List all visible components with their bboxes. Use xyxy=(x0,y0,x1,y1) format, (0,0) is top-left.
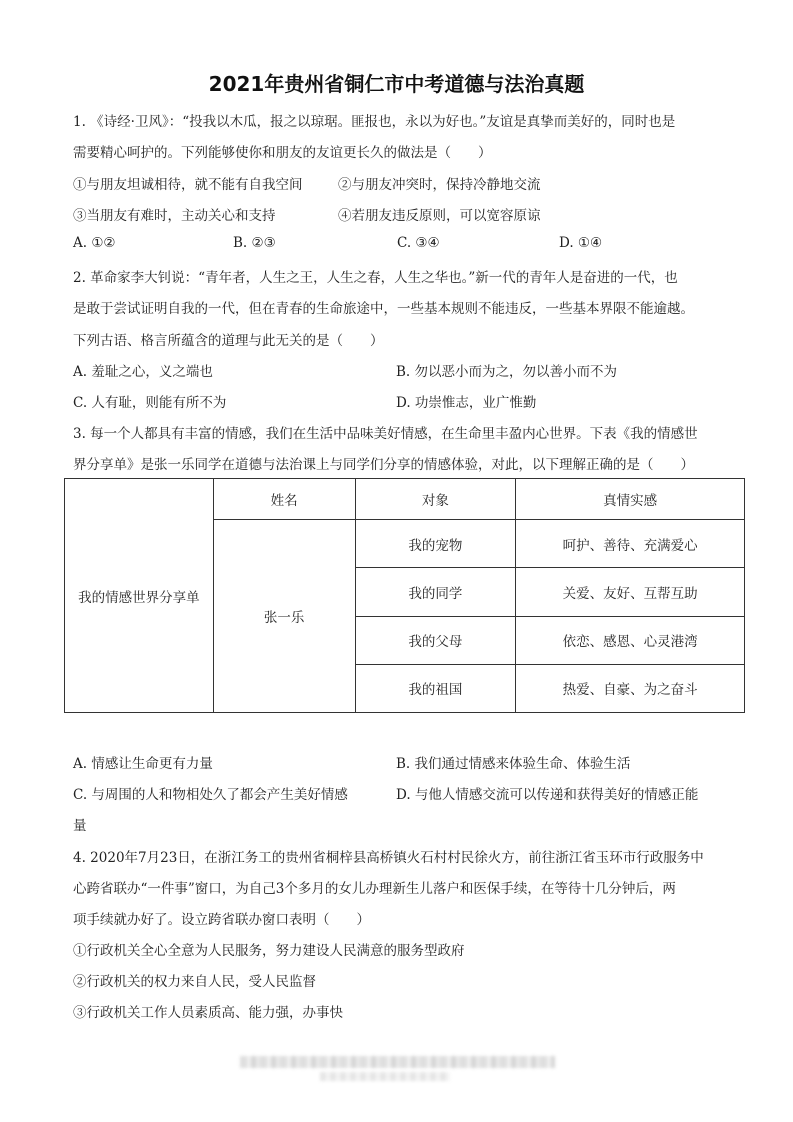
q3-option-c: C. 与周围的人和物相处久了都会产生美好情感 xyxy=(73,787,348,803)
q1-option-d: D. ①④ xyxy=(559,235,603,251)
q3-option-b: B. 我们通过情感来体验生命、体验生活 xyxy=(396,756,631,772)
student-name-cell: 张一乐 xyxy=(213,520,355,713)
q1-option-a: A. ①② xyxy=(73,235,116,251)
q1-statement-2: ②与朋友冲突时，保持冷静地交流 xyxy=(338,177,541,193)
q3-option-a: A. 情感让生命更有力量 xyxy=(73,756,213,772)
q2-option-c: C. 人有耻，则能有所不为 xyxy=(73,395,227,411)
q3-option-d-continued: 量 xyxy=(73,818,87,834)
emotion-share-table xyxy=(64,478,745,713)
blurred-footer-watermark-line2 xyxy=(320,1072,450,1081)
q3-option-d: D. 与他人情感交流可以传递和获得美好的情感正能 xyxy=(396,787,699,803)
q1-statement-3: ③当朋友有难时，主动关心和支持 xyxy=(73,208,276,224)
q1-option-c: C. ③④ xyxy=(397,235,440,251)
table-label-cell: 我的情感世界分享单 xyxy=(65,479,214,713)
table-row-target: 我的祖国 xyxy=(355,664,516,712)
table-row-target: 我的父母 xyxy=(355,616,516,664)
q2-option-d: D. 功崇惟志，业广惟勤 xyxy=(396,395,537,411)
q4-stem-line1: 4. 2020年7月23日，在浙江务工的贵州省桐梓县高桥镇火石村村民徐火方，前往浙江省玉环市行政服务中 xyxy=(73,850,704,866)
q2-option-a: A. 羞耻之心，义之端也 xyxy=(73,364,213,380)
header-feeling: 真情实感 xyxy=(516,479,745,520)
q4-statement-2: ②行政机关的权力来自人民，受人民监督 xyxy=(73,974,316,990)
table-row-feeling: 依恋、感恩、心灵港湾 xyxy=(516,616,745,664)
q3-stem-line2: 界分享单》是张一乐同学在道德与法治课上与同学们分享的情感体验，对此，以下理解正确的是（ ） xyxy=(73,457,694,473)
q2-stem-line3: 下列古语、格言所蕴含的道理与此无关的是（ ） xyxy=(73,333,384,349)
table-row-target: 我的宠物 xyxy=(355,520,516,568)
table-row-feeling: 关爱、友好、互帮互助 xyxy=(516,568,745,616)
q2-stem-line1: 2. 革命家李大钊说：“青年者，人生之王，人生之春，人生之华也。”新一代的青年人是奋进的一代，也 xyxy=(73,270,678,286)
q1-statement-1: ①与朋友坦诚相待，就不能有自我空间 xyxy=(73,177,303,193)
header-name: 姓名 xyxy=(213,479,355,520)
table-row-feeling: 热爱、自豪、为之奋斗 xyxy=(516,664,745,712)
page-title: 2021年贵州省铜仁市中考道德与法治真题 xyxy=(208,72,585,96)
q4-statement-3: ③行政机关工作人员素质高、能力强，办事快 xyxy=(73,1005,343,1021)
q2-stem-line2: 是敢于尝试证明自我的一代，但在青春的生命旅途中，一些基本规则不能违反，一些基本界限不能逾越。 xyxy=(73,301,694,317)
table-row-target: 我的同学 xyxy=(355,568,516,616)
q1-stem-line1: 1. 《诗经·卫风》：“投我以木瓜，报之以琼琚。匪报也，永以为好也。”友谊是真挚而美好的，同时也是 xyxy=(73,114,676,130)
q4-stem-line3: 项手续就办好了。设立跨省联办窗口表明（ ） xyxy=(73,912,370,928)
q3-stem-line1: 3. 每一个人都具有丰富的情感，我们在生活中品味美好情感，在生命里丰盈内心世界。下表《我的情感世 xyxy=(73,426,698,442)
q2-option-b: B. 勿以恶小而为之，勿以善小而不为 xyxy=(396,364,618,380)
q1-stem-line2: 需要精心呵护的。下列能够使你和朋友的友谊更长久的做法是（ ） xyxy=(73,145,492,161)
q4-stem-line2: 心跨省联办“一件事”窗口，为自己3个多月的女儿办理新生儿落户和医保手续，在等待十几分钟后，两 xyxy=(73,881,676,897)
header-target: 对象 xyxy=(355,479,516,520)
table-row-feeling: 呵护、善待、充满爱心 xyxy=(516,520,745,568)
blurred-footer-watermark xyxy=(240,1056,555,1068)
q4-statement-1: ①行政机关全心全意为人民服务，努力建设人民满意的服务型政府 xyxy=(73,943,465,959)
q1-statement-4: ④若朋友违反原则，可以宽容原谅 xyxy=(338,208,541,224)
q1-option-b: B. ②③ xyxy=(233,235,276,251)
